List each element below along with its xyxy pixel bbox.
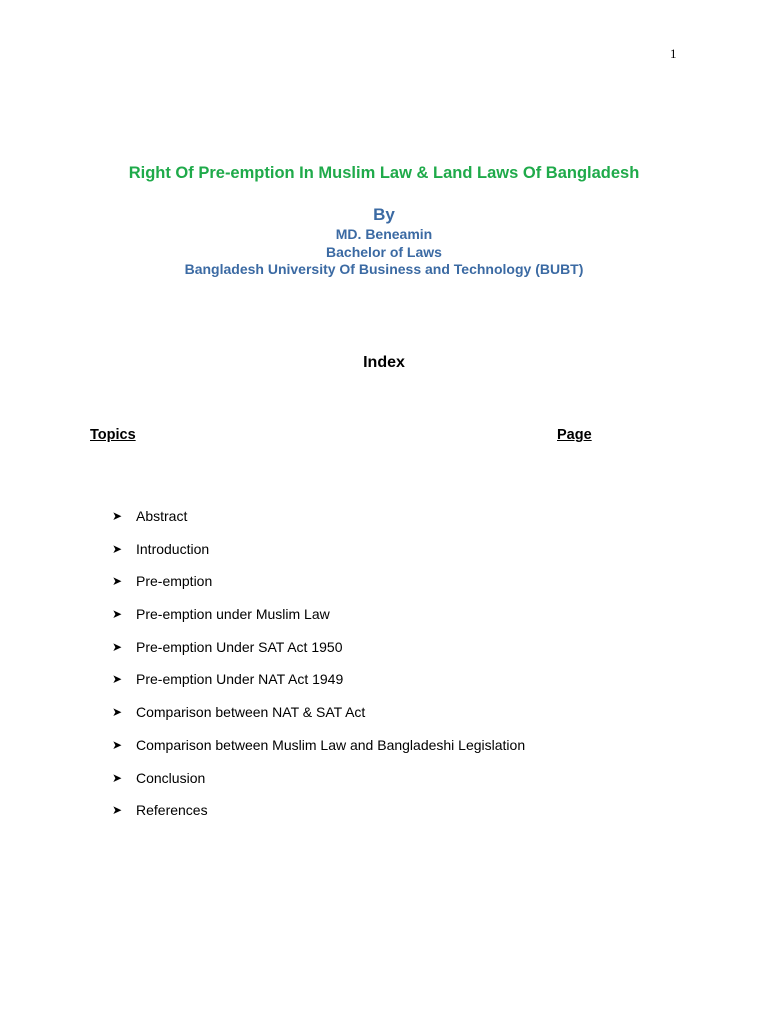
arrowhead-bullet-icon: ➤ <box>112 803 123 818</box>
toc-item <box>112 769 525 802</box>
arrowhead-bullet-icon: ➤ <box>112 509 123 523</box>
toc-item <box>112 801 525 834</box>
toc-item-label: Pre-emption <box>136 573 213 590</box>
toc-item-label: Comparison between Muslim Law and Bangladeshi Legislation <box>136 736 526 753</box>
arrowhead-bullet-icon: ➤ <box>112 705 123 720</box>
toc-list <box>112 507 525 834</box>
page-number: 1 <box>670 46 677 61</box>
index-heading: Index <box>363 354 405 371</box>
toc-item-label: Pre-emption Under NAT Act 1949 <box>136 671 344 688</box>
author-name: MD. Beneamin <box>335 226 433 242</box>
toc-item-label: Pre-emption under Muslim Law <box>136 606 330 623</box>
page-column-header: Page <box>557 427 592 443</box>
arrowhead-bullet-icon: ➤ <box>112 541 123 556</box>
arrowhead-bullet-icon: ➤ <box>112 574 123 589</box>
toc-item-label: References <box>136 802 208 819</box>
toc-item <box>112 670 525 703</box>
author-degree: Bachelor of Laws <box>326 244 442 260</box>
toc-item-label: Pre-emption Under SAT Act 1950 <box>136 638 343 655</box>
topics-column-header: Topics <box>90 427 136 443</box>
toc-item <box>112 540 525 573</box>
toc-item <box>112 572 525 605</box>
arrowhead-bullet-icon: ➤ <box>112 639 123 654</box>
toc-item-label: Comparison between NAT & SAT Act <box>136 704 366 721</box>
author-by: By <box>373 205 395 224</box>
toc-item <box>112 638 525 671</box>
toc-item <box>112 736 525 769</box>
toc-item-label: Conclusion <box>136 769 206 786</box>
document-title: Right Of Pre-emption In Muslim Law & Land Laws Of Bangladesh <box>128 164 640 182</box>
arrowhead-bullet-icon: ➤ <box>112 737 123 752</box>
arrowhead-bullet-icon: ➤ <box>112 672 123 687</box>
toc-item <box>112 507 525 540</box>
toc-item-label: Introduction <box>136 540 210 557</box>
arrowhead-bullet-icon: ➤ <box>112 607 123 622</box>
toc-item-label: Abstract <box>136 508 188 524</box>
author-university: Bangladesh University Of Business and Technology (BUBT) <box>184 261 584 277</box>
toc-item <box>112 703 525 736</box>
arrowhead-bullet-icon: ➤ <box>112 770 123 785</box>
toc-item <box>112 605 525 638</box>
